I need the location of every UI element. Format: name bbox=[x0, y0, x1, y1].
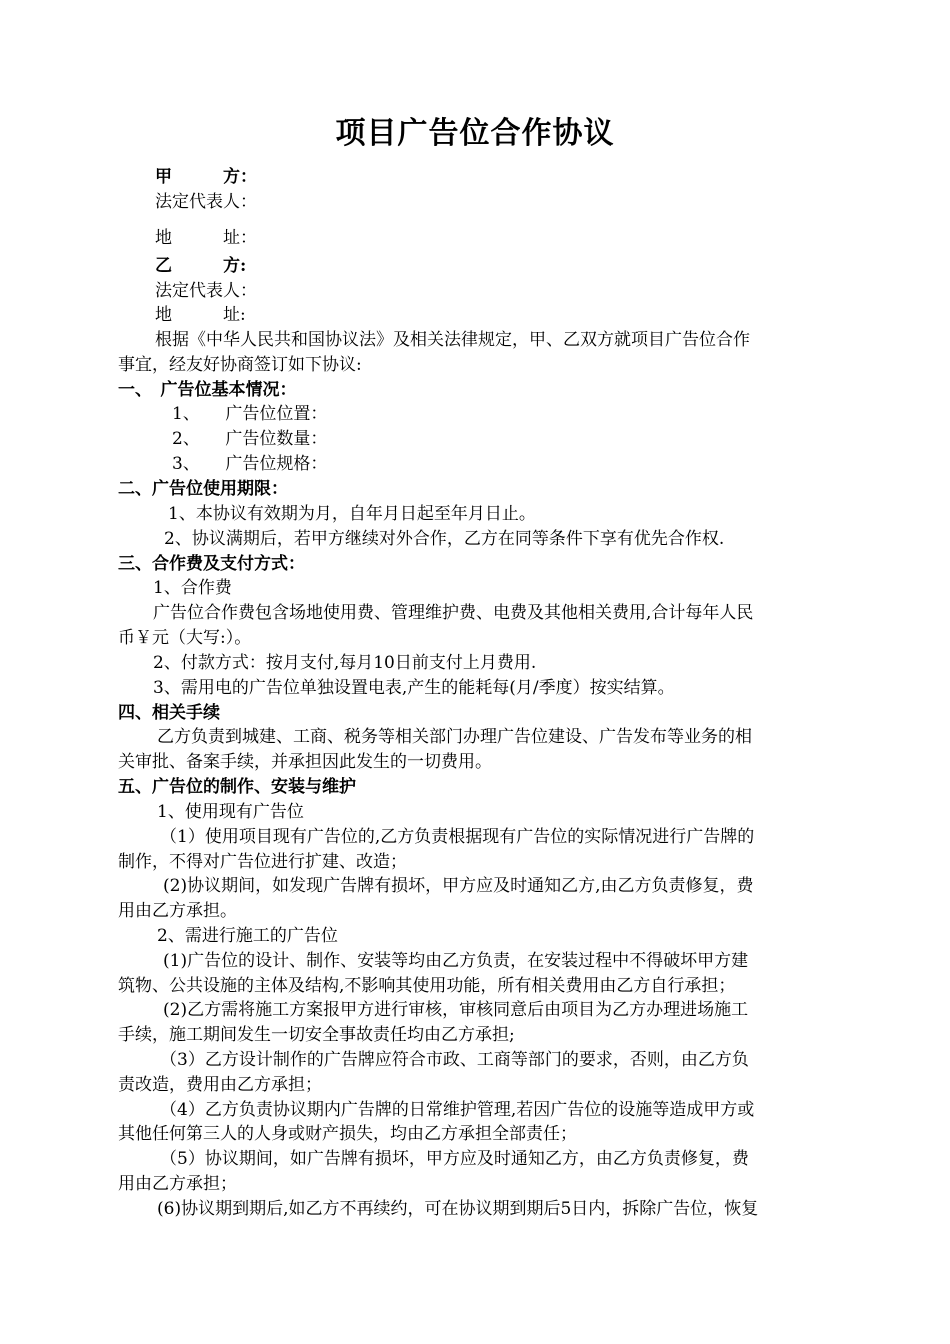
party-b-label: 乙 方: bbox=[155, 256, 247, 276]
clause-line: 筑物、公共设施的主体及结构,不影响其使用功能，所有相关费用由乙方自行承担； bbox=[118, 976, 736, 996]
preamble-line: 事宜，经友好协商签订如下协议: bbox=[118, 355, 362, 375]
party-a-label: 甲 方： bbox=[155, 167, 257, 187]
clause-line: (2)协议期间，如发现广告牌有损坏，甲方应及时通知乙方,由乙方负责修复，费 bbox=[163, 876, 754, 896]
party-b-address: 地 址: bbox=[155, 305, 246, 325]
clause-line: 责改造，费用由乙方承担； bbox=[118, 1075, 322, 1095]
clause-line: 手续，施工期间发生一切安全事故责任均由乙方承担; bbox=[118, 1025, 515, 1045]
clause-line: （1）使用项目现有广告位的,乙方负责根据现有广告位的实际情况进行广告牌的 bbox=[160, 827, 755, 847]
paragraph-line: 乙方负责到城建、工商、税务等相关部门办理广告位建设、广告发布等业务的相 bbox=[157, 727, 752, 747]
clause-line: 用由乙方承担。 bbox=[118, 901, 237, 921]
paragraph-line: 广告位合作费包含场地使用费、管理维护费、电费及其他相关费用,合计每年人民 bbox=[153, 603, 754, 623]
clause-line: （3）乙方设计制作的广告牌应符合市政、工商等部门的要求，否则，由乙方负 bbox=[160, 1050, 749, 1070]
clause-line: 2、付款方式：按月支付,每月10日前支付上月费用. bbox=[153, 653, 537, 673]
clause-line: 1、合作费 bbox=[153, 578, 232, 598]
section-heading: 一、 广告位基本情况： bbox=[118, 380, 297, 400]
clause-line: 2、 广告位数量： bbox=[172, 429, 328, 449]
clause-line: 1、本协议有效期为月，自年月日起至年月日止。 bbox=[168, 504, 536, 524]
clause-line: 2、协议满期后，若甲方继续对外合作，乙方在同等条件下享有优先合作权. bbox=[164, 529, 725, 549]
preamble-line: 根据《中华人民共和国协议法》及相关法律规定，甲、乙双方就项目广告位合作 bbox=[155, 330, 750, 350]
clause-line: 2、需进行施工的广告位 bbox=[157, 926, 338, 946]
party-b-legal-rep: 法定代表人： bbox=[155, 281, 257, 301]
clause-line: 用由乙方承担； bbox=[118, 1174, 237, 1194]
document-title: 项目广告位合作协议 bbox=[335, 116, 615, 151]
section-heading: 二、广告位使用期限： bbox=[118, 479, 288, 499]
clause-line: (6)协议期到期后,如乙方不再续约，可在协议期到期后5日内，拆除广告位，恢复 bbox=[157, 1199, 759, 1219]
clause-line: 其他任何第三人的人身或财产损失，均由乙方承担全部责任； bbox=[118, 1124, 577, 1144]
paragraph-line: 关审批、备案手续，并承担因此发生的一切费用。 bbox=[118, 752, 492, 772]
section-heading: 五、广告位的制作、安装与维护 bbox=[118, 777, 356, 797]
clause-line: 3、需用电的广告位单独设置电表,产生的能耗每(月/季度）按实结算。 bbox=[153, 678, 675, 698]
party-a-legal-rep: 法定代表人： bbox=[155, 192, 257, 212]
clause-line: （5）协议期间，如广告牌有损坏，甲方应及时通知乙方，由乙方负责修复，费 bbox=[160, 1149, 749, 1169]
clause-line: （4）乙方负责协议期内广告牌的日常维护管理,若因广告位的设施等造成甲方或 bbox=[160, 1100, 755, 1120]
clause-line: 1、使用现有广告位 bbox=[157, 802, 304, 822]
paragraph-line: 币￥元（大写:）。 bbox=[118, 628, 252, 648]
clause-line: (2)乙方需将施工方案报甲方进行审核，审核同意后由项目为乙方办理进场施工 bbox=[163, 1000, 749, 1020]
clause-line: 制作，不得对广告位进行扩建、改造； bbox=[118, 852, 407, 872]
party-a-address: 地 址： bbox=[155, 228, 257, 248]
clause-line: 3、 广告位规格： bbox=[172, 454, 328, 474]
section-heading: 四、相关手续 bbox=[118, 703, 220, 723]
section-heading: 三、合作费及支付方式： bbox=[118, 554, 305, 574]
clause-line: 1、 广告位位置： bbox=[172, 404, 328, 424]
clause-line: (1)广告位的设计、制作、安装等均由乙方负责，在安装过程中不得破坏甲方建 bbox=[163, 951, 749, 971]
